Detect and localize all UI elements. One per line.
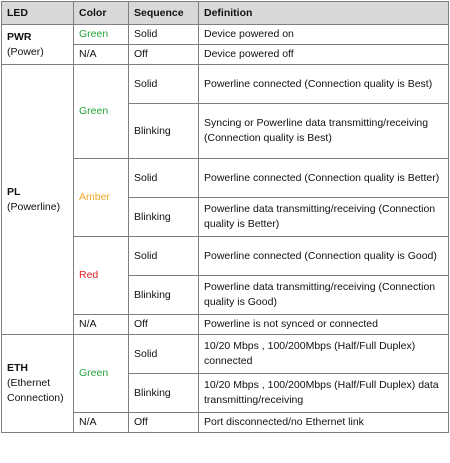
led-description: (Powerline) xyxy=(7,200,61,213)
color-cell: N/A xyxy=(74,45,129,65)
color-cell: N/A xyxy=(74,413,129,433)
color-cell: Red xyxy=(74,237,129,315)
header-color: Color xyxy=(74,2,129,25)
definition-cell: Port disconnected/no Ethernet link xyxy=(199,413,449,433)
color-cell: Green xyxy=(74,25,129,45)
led-pwr xyxy=(2,25,74,65)
definition-cell: Device powered off xyxy=(199,45,449,65)
color-cell: Amber xyxy=(74,159,129,237)
sequence-cell: Solid xyxy=(129,237,199,276)
definition-cell: Powerline data transmitting/receiving (Connection quality is Better) xyxy=(199,198,449,237)
sequence-cell: Blinking xyxy=(129,198,199,237)
sequence-cell: Solid xyxy=(129,25,199,45)
sequence-cell: Off xyxy=(129,45,199,65)
led-pl xyxy=(2,65,74,335)
color-cell: Green xyxy=(74,335,129,413)
header-led: LED xyxy=(2,2,74,25)
led-description: (Power) xyxy=(7,45,44,58)
definition-cell: 10/20 Mbps , 100/200Mbps (Half/Full Duplex) connected xyxy=(199,335,449,374)
sequence-cell: Solid xyxy=(129,335,199,374)
color-cell: Green xyxy=(74,65,129,159)
definition-cell: Powerline connected (Connection quality is Best) xyxy=(199,65,449,104)
sequence-cell: Blinking xyxy=(129,374,199,413)
table-row xyxy=(2,335,449,374)
table-row xyxy=(2,65,449,104)
led-status-table xyxy=(1,1,449,433)
definition-cell: 10/20 Mbps , 100/200Mbps (Half/Full Duplex) data transmitting/receiving xyxy=(199,374,449,413)
sequence-cell: Solid xyxy=(129,65,199,104)
sequence-cell: Solid xyxy=(129,159,199,198)
led-name: ETH xyxy=(7,362,28,374)
sequence-cell: Blinking xyxy=(129,276,199,315)
table-row xyxy=(2,25,449,45)
sequence-cell: Off xyxy=(129,315,199,335)
definition-cell: Powerline connected (Connection quality is Good) xyxy=(199,237,449,276)
sequence-cell: Off xyxy=(129,413,199,433)
header-row xyxy=(2,2,449,25)
led-name: PL xyxy=(7,185,21,198)
led-description: (Ethernet Connection) xyxy=(7,377,64,404)
led-eth xyxy=(2,335,74,433)
definition-cell: Device powered on xyxy=(199,25,449,45)
header-sequence: Sequence xyxy=(129,2,199,25)
color-cell: N/A xyxy=(74,315,129,335)
led-name: PWR xyxy=(7,30,32,43)
sequence-cell: Blinking xyxy=(129,104,199,159)
definition-cell: Syncing or Powerline data transmitting/receiving (Connection quality is Best) xyxy=(199,104,449,159)
definition-cell: Powerline is not synced or connected xyxy=(199,315,449,335)
definition-cell: Powerline connected (Connection quality is Better) xyxy=(199,159,449,198)
header-definition: Definition xyxy=(199,2,449,25)
definition-cell: Powerline data transmitting/receiving (Connection quality is Good) xyxy=(199,276,449,315)
